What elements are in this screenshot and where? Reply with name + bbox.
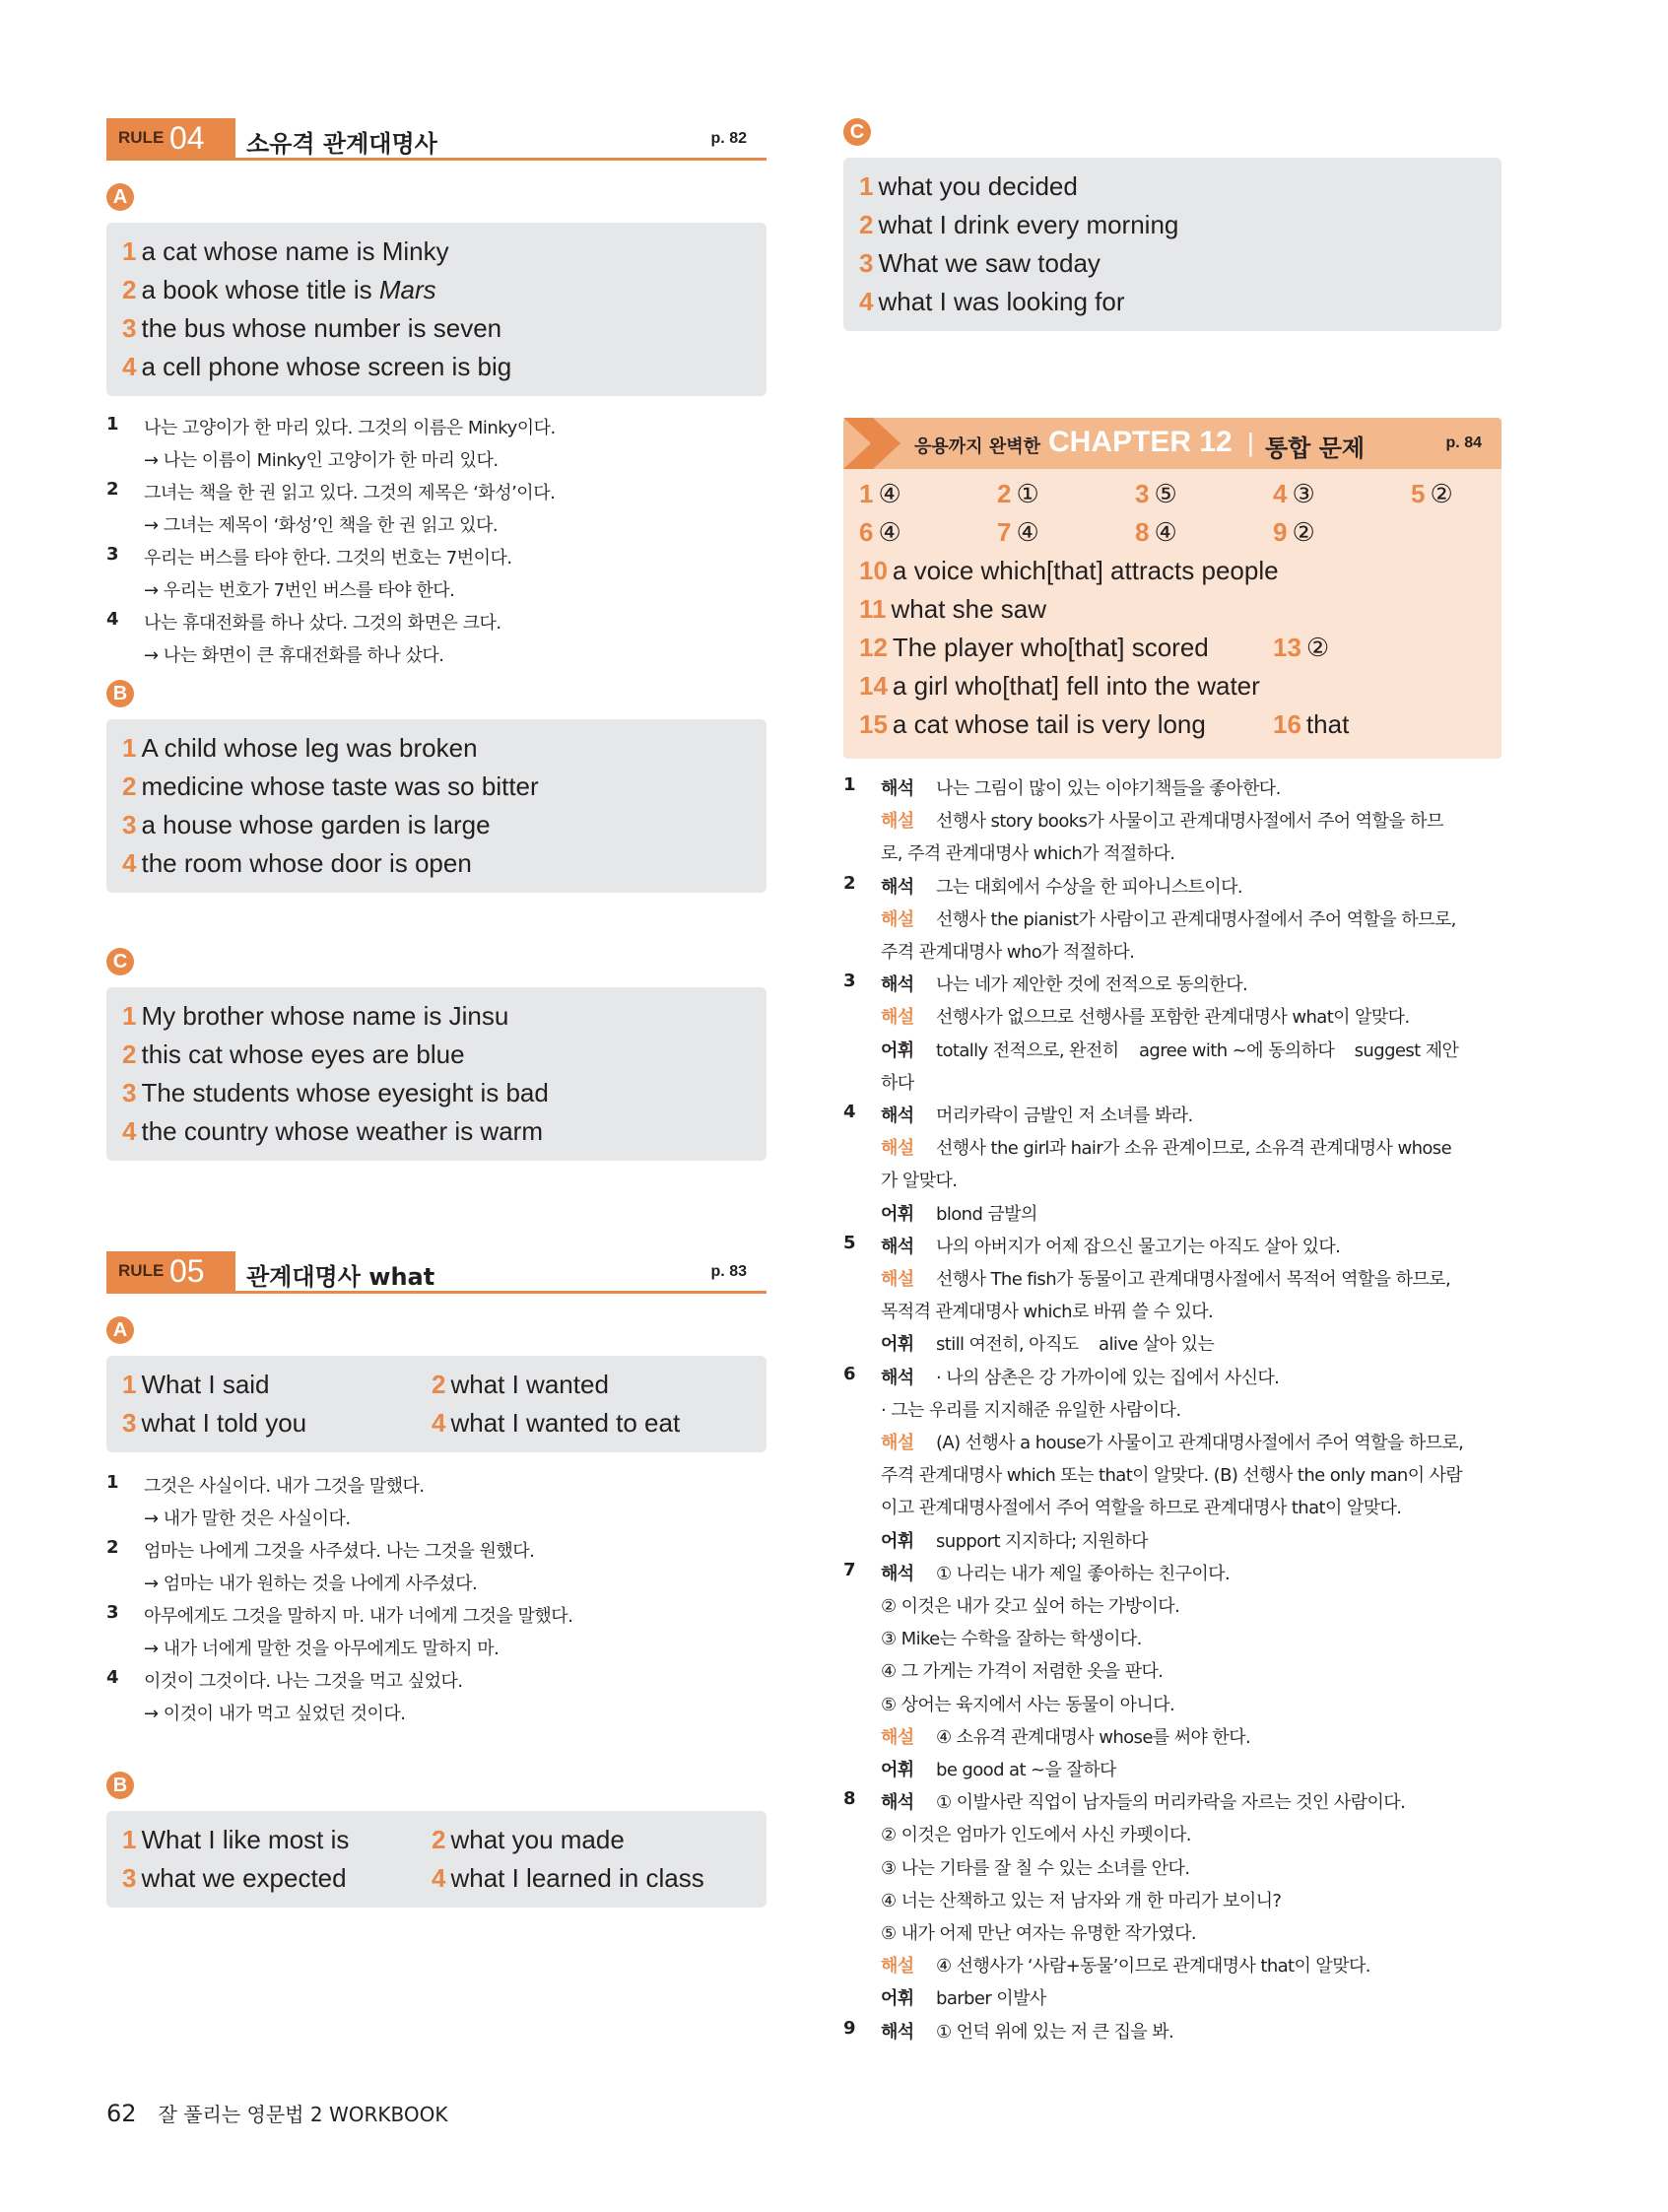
- explanation-number: 4: [106, 609, 119, 630]
- answer-text: what I wanted to eat: [450, 1408, 681, 1438]
- rule-04-a-explanations: [106, 414, 767, 670]
- chapter-prefix: 응용까지 완벽한: [914, 436, 1040, 457]
- explanation-text: · 나의 삼촌은 강 가까이에 있는 집에서 사신다.: [936, 1368, 1280, 1388]
- explanation-text: blond 금발의: [936, 1204, 1037, 1225]
- page-number: 62: [106, 2100, 137, 2127]
- answer-line: [859, 210, 1178, 240]
- answer-number: 3: [1135, 479, 1150, 508]
- answer-line: [122, 1001, 508, 1032]
- answer-line: [432, 1825, 625, 1855]
- answer-number: 1: [122, 1825, 137, 1854]
- answer-line: [997, 517, 1039, 548]
- explanation-text: 나는 그림이 많이 있는 이야기책들을 좋아한다.: [936, 778, 1281, 799]
- answer-number: 2: [122, 1039, 137, 1069]
- explanation-text: ④ 소유격 관계대명사 whose를 써야 한다.: [936, 1727, 1251, 1748]
- answer-text: what you made: [450, 1825, 625, 1854]
- explanation-text: 로, 주격 관계대명사 which가 적절하다.: [881, 843, 1175, 864]
- answer-choice: ④: [1154, 517, 1177, 547]
- explanation-text: · 그는 우리를 지지해준 유일한 사람이다.: [881, 1400, 1181, 1421]
- answer-number: 3: [122, 1078, 137, 1107]
- explanation-text: 주격 관계대명사 who가 적절하다.: [881, 942, 1135, 963]
- answer-line: [859, 671, 1260, 702]
- answer-text: The player who[that] scored: [892, 633, 1209, 662]
- explanation-line: 아무에게도 그것을 말하지 마. 내가 너에게 그것을 말했다.: [144, 1606, 573, 1627]
- chapter-12-header: [843, 418, 1501, 469]
- section-b-badge: B: [106, 1772, 134, 1799]
- answer-number: 13: [1273, 633, 1301, 662]
- answer-text: the room whose door is open: [141, 848, 472, 878]
- answer-text: what she saw: [891, 594, 1047, 624]
- answer-text: a book whose title is: [141, 275, 379, 304]
- explanation-text: 선행사 the pianist가 사람이고 관계대명사절에서 주어 역할을 하므로,: [936, 909, 1456, 930]
- book-title: 잘 풀리는 영문법 2 WORKBOOK: [158, 2103, 448, 2126]
- answer-text: a cat whose tail is very long: [892, 709, 1206, 739]
- explanation-number: 8: [843, 1788, 855, 1809]
- answer-number: 4: [432, 1863, 446, 1893]
- explanation-label: 해설: [881, 1956, 914, 1977]
- explanation-line: → 내가 말한 것은 사실이다.: [144, 1508, 351, 1529]
- answer-line: [122, 1825, 349, 1855]
- answer-number: 12: [859, 633, 888, 662]
- explanation-label: 해석: [881, 778, 914, 799]
- answer-text: what I learned in class: [450, 1863, 704, 1893]
- answer-line: [122, 1370, 270, 1400]
- explanation-number: 7: [843, 1560, 855, 1580]
- rule-word: RULE: [118, 128, 165, 147]
- answer-text: what I was looking for: [878, 287, 1125, 316]
- explanation-label: 해석: [881, 1106, 914, 1126]
- rule-number: 05: [169, 1253, 205, 1289]
- explanation-label: 해석: [881, 1792, 914, 1813]
- answer-number: 2: [432, 1825, 446, 1854]
- answer-text: what we expected: [141, 1863, 347, 1893]
- answer-text: medicine whose taste was so bitter: [141, 771, 539, 801]
- explanation-text: ③ 나는 기타를 잘 칠 수 있는 소녀를 안다.: [881, 1858, 1190, 1879]
- explanation-text: 목적격 관계대명사 which로 바꿔 쓸 수 있다.: [881, 1302, 1214, 1322]
- answer-text: What I like most is: [141, 1825, 350, 1854]
- rule-04-title: 소유격 관계대명사: [246, 130, 437, 158]
- section-c-badge: C: [106, 948, 134, 975]
- explanation-label: 어휘: [881, 1334, 914, 1355]
- explanation-label: 어휘: [881, 1040, 914, 1061]
- explanation-line: → 내가 너에게 말한 것을 아무에게도 말하지 마.: [144, 1639, 500, 1659]
- explanation-label: 해설: [881, 1433, 914, 1453]
- answer-line: [1273, 633, 1329, 663]
- explanation-number: 1: [106, 1472, 119, 1493]
- rule-05-page-ref: p. 83: [710, 1263, 747, 1280]
- answer-number: 11: [859, 594, 887, 624]
- chapter-separator: |: [1247, 428, 1254, 457]
- answer-number: 2: [997, 479, 1012, 508]
- rule-04-a-answer-box: [106, 223, 767, 396]
- explanation-line: → 우리는 번호가 7번인 버스를 타야 한다.: [144, 580, 455, 601]
- answer-line: [859, 479, 901, 509]
- explanation-line: 이것이 그것이다. 나는 그것을 먹고 싶었다.: [144, 1671, 463, 1692]
- chapter-page-ref: p. 84: [1445, 435, 1482, 451]
- explanation-text: 주격 관계대명사 which 또는 that이 알맞다. (B) 선행사 the only man이 사람: [881, 1465, 1463, 1486]
- rule-05-a-answer-box: [106, 1356, 767, 1452]
- answer-line: [122, 313, 501, 344]
- answer-text: the bus whose number is seven: [141, 313, 502, 343]
- answer-line: [432, 1370, 609, 1400]
- answer-line: [122, 810, 491, 840]
- explanation-text: ④ 그 가게는 가격이 저렴한 옷을 판다.: [881, 1661, 1164, 1682]
- chapter-title: 통합 문제: [1265, 435, 1366, 462]
- answer-text: a voice which[that] attracts people: [892, 556, 1279, 585]
- answer-number: 8: [1135, 517, 1150, 547]
- answer-choice: ③: [1292, 479, 1315, 508]
- answer-text: that: [1305, 709, 1350, 739]
- answer-number: 5: [1411, 479, 1426, 508]
- answer-number: 4: [122, 848, 137, 878]
- explanation-text: ② 이것은 내가 갖고 싶어 하는 가방이다.: [881, 1596, 1180, 1617]
- explanation-number: 3: [106, 1602, 119, 1623]
- explanation-number: 2: [843, 873, 855, 894]
- answer-choice: ①: [1016, 479, 1039, 508]
- chapter-number: CHAPTER 12: [1048, 426, 1233, 458]
- answer-choice: ④: [878, 517, 901, 547]
- explanation-label: 어휘: [881, 1204, 914, 1225]
- explanation-text: 나의 아버지가 어제 잡으신 물고기는 아직도 살아 있다.: [936, 1237, 1341, 1257]
- explanation-number: 6: [843, 1364, 855, 1384]
- explanation-label: 해석: [881, 1368, 914, 1388]
- answer-line: [122, 1116, 543, 1147]
- explanation-text: 그는 대회에서 수상을 한 피아니스트이다.: [936, 877, 1243, 898]
- answer-number: 4: [122, 1116, 137, 1146]
- answer-choice: ②: [1430, 479, 1453, 508]
- explanation-label: 해설: [881, 1138, 914, 1159]
- section-a-badge: A: [106, 1316, 134, 1344]
- explanation-text: support 지지하다; 지원하다: [936, 1531, 1148, 1552]
- explanation-label: 어휘: [881, 1760, 914, 1780]
- answer-line: [859, 556, 1279, 586]
- rule-04-c-answer-box: [106, 987, 767, 1161]
- answer-line: [122, 352, 511, 382]
- explanation-text: 하다: [881, 1073, 914, 1094]
- answer-text: My brother whose name is Jinsu: [141, 1001, 509, 1031]
- answer-line: [122, 1408, 306, 1439]
- explanation-label: 해설: [881, 1007, 914, 1028]
- explanation-text: totally 전적으로, 완전히 agree with ~에 동의하다 suggest 제안: [936, 1040, 1459, 1061]
- answer-number: 2: [122, 275, 137, 304]
- answer-line: [859, 248, 1101, 279]
- answer-choice: ④: [1016, 517, 1039, 547]
- explanation-text: 나는 네가 제안한 것에 전적으로 동의한다.: [936, 974, 1248, 995]
- explanation-text: ① 언덕 위에 있는 저 큰 집을 봐.: [936, 2022, 1174, 2043]
- explanation-number: 9: [843, 2018, 855, 2039]
- explanation-line: 엄마는 나에게 그것을 사주셨다. 나는 그것을 원했다.: [144, 1541, 535, 1562]
- answer-line: [432, 1863, 704, 1894]
- explanation-number: 1: [106, 414, 119, 435]
- answer-line: [1273, 479, 1315, 509]
- answer-text: A child whose leg was broken: [141, 733, 478, 763]
- answer-number: 1: [122, 236, 137, 266]
- answer-choice: ④: [878, 479, 901, 508]
- answer-text: the country whose weather is warm: [141, 1116, 543, 1146]
- answer-number: 3: [122, 1408, 137, 1438]
- rule-04-page-ref: p. 82: [710, 130, 747, 147]
- answer-line: [1273, 709, 1349, 740]
- answer-number: 16: [1273, 709, 1301, 739]
- rule-word: RULE: [118, 1261, 165, 1280]
- answer-number: 4: [432, 1408, 446, 1438]
- answer-choice: ⑤: [1154, 479, 1177, 508]
- answer-line: [122, 1039, 465, 1070]
- answer-number: 9: [1273, 517, 1288, 547]
- answer-line: [432, 1408, 680, 1439]
- explanation-label: 해설: [881, 1727, 914, 1748]
- explanation-line: 그것은 사실이다. 내가 그것을 말했다.: [144, 1476, 425, 1497]
- explanation-line: 우리는 버스를 타야 한다. 그것의 번호는 7번이다.: [144, 548, 512, 569]
- explanation-label: 어휘: [881, 1531, 914, 1552]
- explanation-label: 해석: [881, 974, 914, 995]
- explanation-number: 2: [106, 1537, 119, 1558]
- explanation-number: 5: [843, 1233, 855, 1253]
- rule-05-header: [106, 1251, 767, 1294]
- explanation-number: 4: [843, 1102, 855, 1122]
- answer-number: 1: [122, 733, 137, 763]
- answer-line: [859, 594, 1046, 625]
- explanation-text: 머리카락이 금발인 저 소녀를 봐라.: [936, 1106, 1193, 1126]
- rule-05-a-explanations: [106, 1472, 767, 1728]
- answer-italic-title: Mars: [378, 275, 436, 304]
- answer-line: [1135, 517, 1177, 548]
- chevron-right-icon: [843, 418, 902, 469]
- answer-number: 3: [122, 810, 137, 839]
- explanation-text: ④ 선행사가 ‘사람+동물’이므로 관계대명사 that이 알맞다.: [936, 1956, 1370, 1977]
- answer-text: What we saw today: [878, 248, 1101, 278]
- answer-line: [859, 171, 1078, 202]
- explanation-number: 2: [106, 479, 119, 500]
- answer-number: 1: [122, 1370, 137, 1399]
- rule-number: 04: [169, 120, 205, 156]
- rule-05-c-answer-box: [843, 158, 1501, 331]
- explanation-line: → 엄마는 내가 원하는 것을 나에게 사주셨다.: [144, 1574, 478, 1594]
- answer-text: The students whose eyesight is bad: [141, 1078, 549, 1107]
- rule-04-header: [106, 118, 767, 161]
- answer-text: what you decided: [878, 171, 1078, 201]
- explanation-text: ③ Mike는 수학을 잘하는 학생이다.: [881, 1629, 1142, 1649]
- explanation-text: ② 이것은 엄마가 인도에서 사신 카펫이다.: [881, 1825, 1191, 1845]
- explanation-line: → 그녀는 제목이 ‘화성’인 책을 한 권 읽고 있다.: [144, 515, 499, 536]
- explanation-line: → 나는 화면이 큰 휴대전화를 하나 샀다.: [144, 645, 444, 666]
- explanation-text: 선행사가 없으므로 선행사를 포함한 관계대명사 what이 알맞다.: [936, 1007, 1410, 1028]
- answer-number: 10: [859, 556, 888, 585]
- answer-line: [122, 733, 478, 764]
- chapter-12-explanations: [843, 774, 1501, 2045]
- answer-line: [1411, 479, 1453, 509]
- explanation-text: be good at ~을 잘하다: [936, 1760, 1116, 1780]
- answer-text: what I wanted: [450, 1370, 609, 1399]
- answer-number: 2: [859, 210, 874, 239]
- explanation-label: 해석: [881, 877, 914, 898]
- explanation-text: (A) 선행사 a house가 사물이고 관계대명사절에서 주어 역할을 하므로,: [936, 1433, 1464, 1453]
- explanation-label: 해석: [881, 2022, 914, 2043]
- explanation-text: ① 나리는 내가 제일 좋아하는 친구이다.: [936, 1564, 1231, 1584]
- rule-05-tag: [106, 1251, 235, 1291]
- explanation-text: ④ 너는 산책하고 있는 저 남자와 개 한 마리가 보이니?: [881, 1891, 1282, 1911]
- explanation-text: 선행사 The fish가 동물이고 관계대명사절에서 목적어 역할을 하므로,: [936, 1269, 1451, 1290]
- answer-text: a girl who[that] fell into the water: [892, 671, 1260, 701]
- explanation-label: 어휘: [881, 1988, 914, 2009]
- answer-line: [122, 1863, 347, 1894]
- answer-number: 7: [997, 517, 1012, 547]
- answer-number: 3: [122, 1863, 137, 1893]
- answer-number: 3: [859, 248, 874, 278]
- explanation-number: 3: [106, 544, 119, 565]
- answer-line: [859, 287, 1124, 317]
- answer-number: 14: [859, 671, 888, 701]
- answer-line: [1273, 517, 1315, 548]
- rule-04-tag: [106, 118, 235, 158]
- answer-text: this cat whose eyes are blue: [141, 1039, 465, 1069]
- answer-number: 1: [859, 479, 874, 508]
- answer-number: 4: [122, 352, 137, 381]
- section-b-badge: B: [106, 680, 134, 707]
- explanation-text: 선행사 the girl과 hair가 소유 관계이므로, 소유격 관계대명사 whose: [936, 1138, 1452, 1159]
- explanation-label: 해설: [881, 909, 914, 930]
- answer-text: a cell phone whose screen is big: [141, 352, 512, 381]
- chapter-12-answer-box: [843, 469, 1501, 759]
- answer-number: 6: [859, 517, 874, 547]
- explanation-line: 나는 고양이가 한 마리 있다. 그것의 이름은 Minky이다.: [144, 418, 556, 438]
- section-c-badge: C: [843, 118, 871, 146]
- answer-text: what I drink every morning: [878, 210, 1179, 239]
- answer-number: 2: [432, 1370, 446, 1399]
- answer-line: [1135, 479, 1177, 509]
- answer-number: 1: [859, 171, 874, 201]
- explanation-number: 1: [843, 774, 855, 795]
- explanation-line: → 나는 이름이 Minky인 고양이가 한 마리 있다.: [144, 450, 499, 471]
- answer-choice: ②: [1305, 633, 1330, 662]
- answer-line: [997, 479, 1039, 509]
- answer-text: what I told you: [141, 1408, 307, 1438]
- answer-line: [859, 517, 901, 548]
- explanation-number: 3: [843, 971, 855, 991]
- explanation-text: 가 알맞다.: [881, 1171, 958, 1191]
- explanation-line: 나는 휴대전화를 하나 샀다. 그것의 화면은 크다.: [144, 613, 501, 634]
- rule-04-b-answer-box: [106, 719, 767, 893]
- explanation-text: 선행사 story books가 사물이고 관계대명사절에서 주어 역할을 하므: [936, 811, 1443, 832]
- explanation-text: 이고 관계대명사절에서 주어 역할을 하므로 관계대명사 that이 알맞다.: [881, 1498, 1402, 1518]
- explanation-text: barber 이발사: [936, 1988, 1046, 2009]
- answer-choice: ②: [1292, 517, 1315, 547]
- answer-line: [122, 848, 472, 879]
- answer-number: 3: [122, 313, 137, 343]
- answer-line: [122, 771, 539, 802]
- explanation-line: 그녀는 책을 한 권 읽고 있다. 그것의 제목은 ‘화성’이다.: [144, 483, 556, 503]
- answer-line: [122, 275, 436, 305]
- explanation-label: 해석: [881, 1564, 914, 1584]
- explanation-text: still 여전히, 아직도 alive 살아 있는: [936, 1334, 1215, 1355]
- answer-text: a cat whose name is Minky: [141, 236, 449, 266]
- explanation-number: 4: [106, 1667, 119, 1688]
- answer-number: 2: [122, 771, 137, 801]
- explanation-label: 해설: [881, 811, 914, 832]
- explanation-text: ⑤ 내가 어제 만난 여자는 유명한 작가였다.: [881, 1923, 1196, 1944]
- page-footer: [106, 2099, 447, 2127]
- answer-number: 4: [859, 287, 874, 316]
- answer-line: [859, 633, 1209, 663]
- explanation-label: 해석: [881, 1237, 914, 1257]
- answer-line: [122, 1078, 549, 1108]
- rule-05-title: 관계대명사 what: [246, 1263, 435, 1291]
- explanation-text: ① 이발사란 직업이 남자들의 머리카락을 자르는 것인 사람이다.: [936, 1792, 1406, 1813]
- answer-number: 4: [1273, 479, 1288, 508]
- answer-number: 15: [859, 709, 888, 739]
- answer-line: [859, 709, 1206, 740]
- answer-number: 1: [122, 1001, 137, 1031]
- explanation-text: ⑤ 상어는 육지에서 사는 동물이 아니다.: [881, 1695, 1175, 1715]
- answer-line: [122, 236, 449, 267]
- section-a-badge: A: [106, 183, 134, 211]
- rule-05-b-answer-box: [106, 1811, 767, 1908]
- explanation-line: → 이것이 내가 먹고 싶었던 것이다.: [144, 1704, 406, 1724]
- answer-text: What I said: [141, 1370, 270, 1399]
- answer-text: a house whose garden is large: [141, 810, 491, 839]
- explanation-label: 해설: [881, 1269, 914, 1290]
